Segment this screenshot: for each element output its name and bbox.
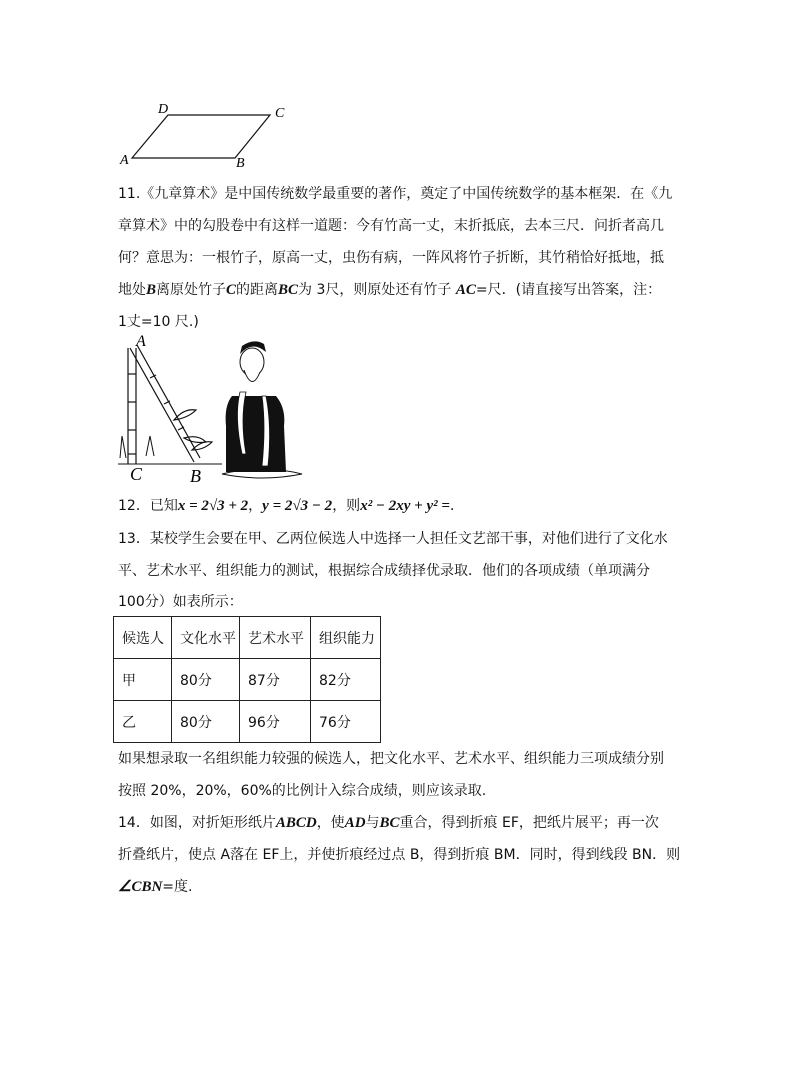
q13-line-3: 100分）如表所示： <box>118 594 243 610</box>
q13-after-1: 如果想录取一名组织能力较强的候选人，把文化水平、艺术水平、组织能力三项成绩分别 <box>118 751 664 767</box>
table-header-row <box>114 617 381 659</box>
table-header-cell: 候选人 <box>114 617 172 659</box>
q11-text: 离原处竹子 <box>156 282 227 298</box>
q11-line-2: 章算术》中的勾股卷中有这样一道题：今有竹高一丈，末折抵底，去本三尺．问折者高几 <box>118 218 664 234</box>
table-row <box>114 659 381 701</box>
parallelogram-shape <box>132 115 270 158</box>
q14-text: 重合，得到折痕 EF，把纸片展平；再一次 <box>399 815 659 831</box>
vertex-label-C: C <box>275 106 285 121</box>
table-cell: 乙 <box>114 701 172 743</box>
q11-line-5: 1丈=10 尺.) <box>118 314 199 330</box>
vertex-label-A: A <box>120 153 129 168</box>
vertex-label-D: D <box>158 102 169 117</box>
segment-AD: AD <box>344 815 366 831</box>
table-header-cell: 组织能力 <box>311 617 381 659</box>
q14-text: ，使 <box>316 815 345 831</box>
table-cell: 80分 <box>172 701 240 743</box>
segment-BC: BC <box>379 815 400 831</box>
figure-label-C: C <box>130 464 143 484</box>
q11-text: =尺．(请直接写出答案，注： <box>475 282 662 298</box>
rect-ABCD: ABCD <box>275 815 317 831</box>
bamboo-broken-top <box>130 345 212 462</box>
figure-label-A: A <box>136 334 146 350</box>
q12-prefix: 12．已知 <box>118 498 178 514</box>
scholar-figure <box>222 341 302 478</box>
q13-line-1: 13．某校学生会要在甲、乙两位候选人中选择一人担任文艺部干事，对他们进行了文化水 <box>118 531 668 547</box>
q11-text: 为 3尺，则原处还有竹子 <box>298 282 452 298</box>
x-expression: x = 2√3 + 2 <box>177 498 249 514</box>
angle-CBN: ∠CBN <box>118 879 163 895</box>
table-header-cell: 艺术水平 <box>240 617 311 659</box>
q13-after-2: 按照 20%，20%，60%的比例计入综合成绩，则应该录取. <box>118 783 487 799</box>
bamboo-stalk <box>128 348 136 464</box>
q14-line-2: 折叠纸片，使点 A落在 EF上，并使折痕经过点 B，得到折痕 BM．同时，得到线段 BN．则 <box>118 847 681 863</box>
q14-text: =度. <box>162 879 193 895</box>
q11-line-4 <box>118 280 661 300</box>
q12-line <box>118 496 464 516</box>
figure-label-B: B <box>190 466 201 484</box>
table-cell: 87分 <box>240 659 311 701</box>
point-B: B <box>146 282 157 298</box>
q12-end: ． <box>449 498 464 514</box>
q14-line-1 <box>118 813 659 833</box>
q11-line-3: 何？意思为：一根竹子，原高一丈，虫伤有病，一阵风将竹子折断，其竹稍恰好抵地，抵 <box>118 250 664 266</box>
q11-text: 的距离 <box>236 282 279 298</box>
q11-line-1: 11.《九章算术》是中国传统数学最重要的著作，奠定了中国传统数学的基本框架．在《九 <box>118 186 673 202</box>
q14-text: 与 <box>365 815 380 831</box>
table-cell: 甲 <box>114 659 172 701</box>
q14-line-3 <box>118 877 192 897</box>
target-expression: x² − 2xy + y² = <box>360 498 450 514</box>
point-C: C <box>226 282 237 298</box>
q12-mid: ，则 <box>332 498 361 514</box>
segment-BC: BC <box>278 282 299 298</box>
score-table <box>113 616 381 743</box>
table-cell: 82分 <box>311 659 381 701</box>
y-expression: y = 2√3 − 2 <box>262 498 333 514</box>
q12-sep: ， <box>248 498 263 514</box>
table-cell: 76分 <box>311 701 381 743</box>
bamboo-illustration <box>112 334 308 484</box>
q11-text: 地处 <box>118 282 146 298</box>
grass-left <box>120 436 154 458</box>
parallelogram-figure <box>110 98 310 170</box>
table-cell: 80分 <box>172 659 240 701</box>
table-header-cell: 文化水平 <box>172 617 240 659</box>
segment-AC: AC <box>455 282 476 298</box>
table-cell: 96分 <box>240 701 311 743</box>
q13-line-2: 平、艺术水平、组织能力的测试，根据综合成绩择优录取．他们的各项成绩（单项满分 <box>118 563 650 579</box>
vertex-label-B: B <box>236 156 245 170</box>
q14-text: 14．如图，对折矩形纸片 <box>118 815 276 831</box>
table-row <box>114 701 381 743</box>
